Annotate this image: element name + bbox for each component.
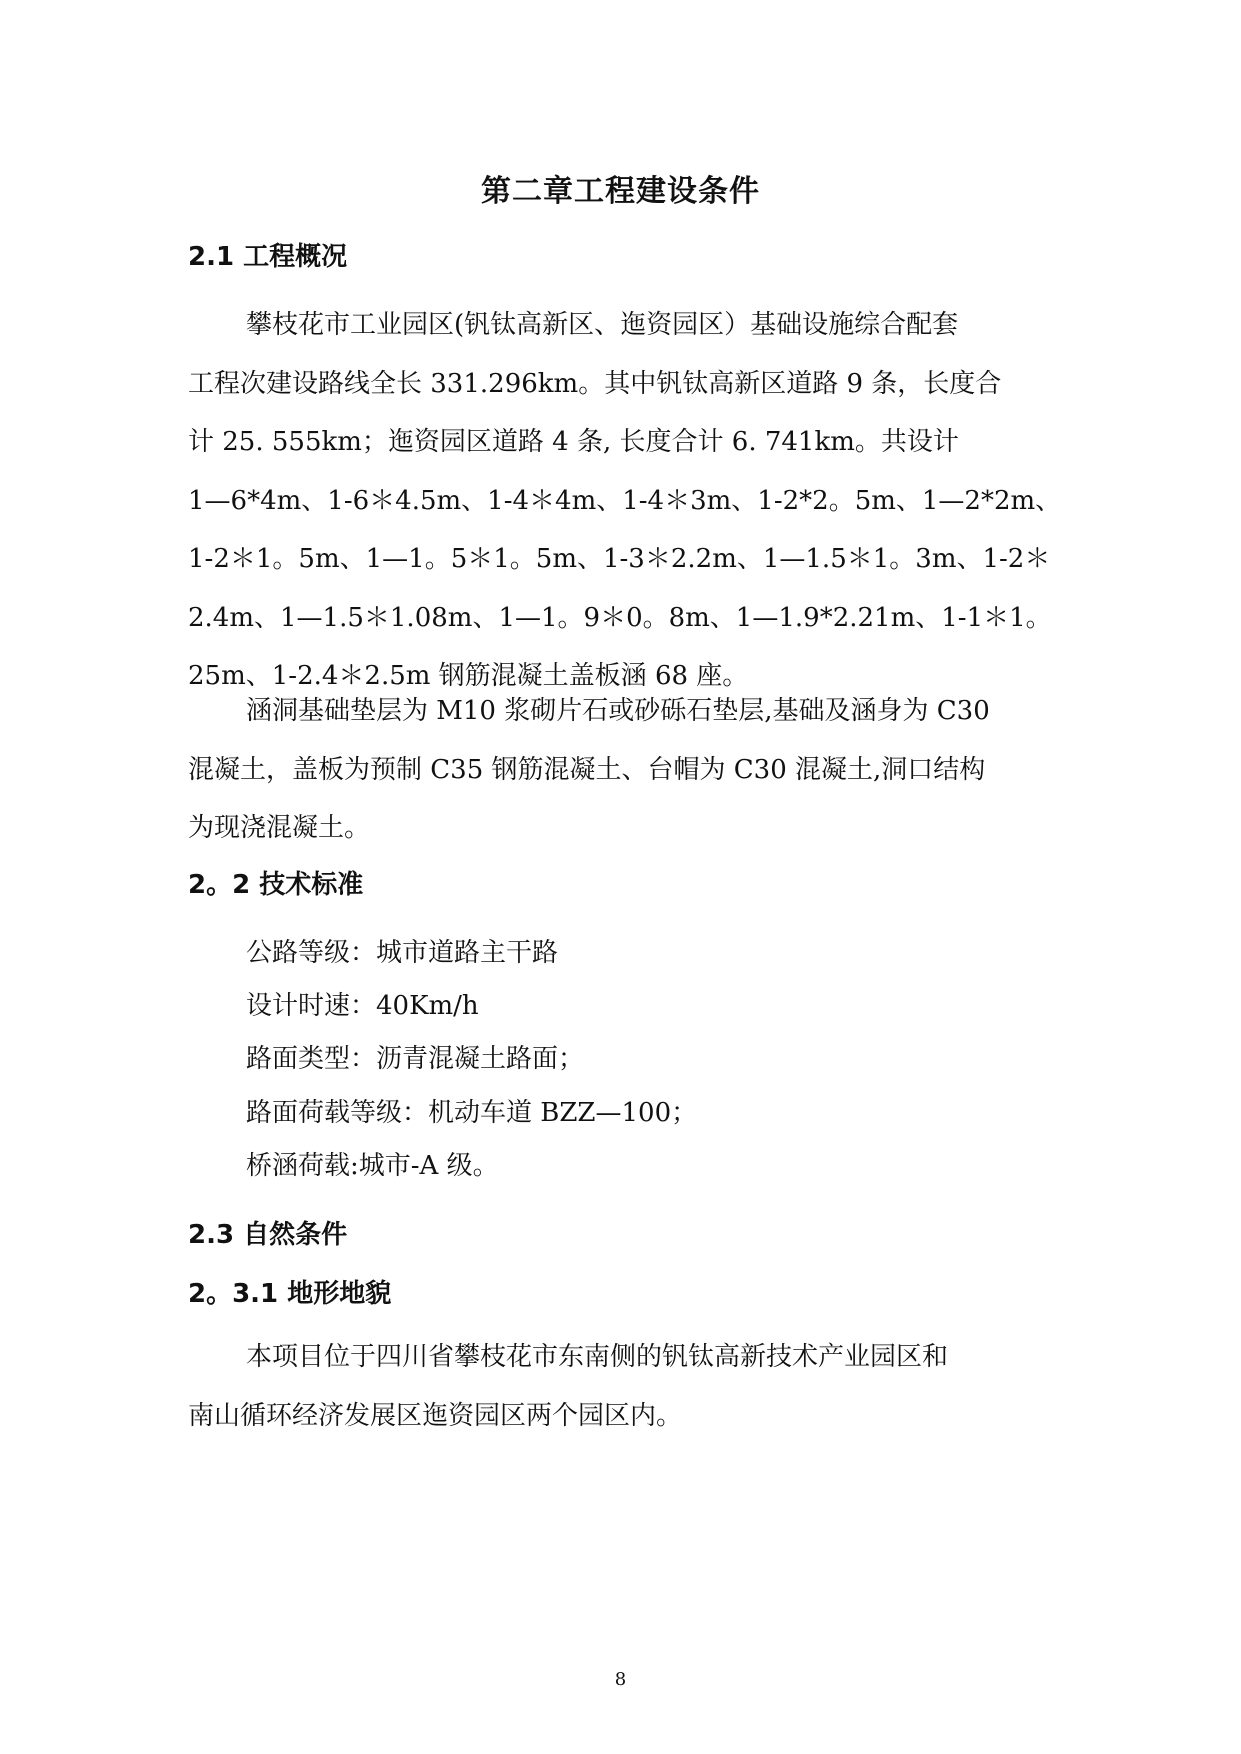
terrain-line: 南山循环经济发展区迤资园区两个园区内。 xyxy=(188,1400,683,1431)
chapter-title: 第二章工程建设条件 xyxy=(481,174,760,209)
page-number: 8 xyxy=(614,1669,627,1690)
standard-item: 设计时速：40Km/h xyxy=(246,991,479,1021)
overview-line: 工程次建设路线全长 331.296km。其中钒钛高新区道路 9 条，长度合 xyxy=(188,368,1002,399)
terrain-paragraph xyxy=(188,1328,1058,1445)
culvert-paragraph xyxy=(188,682,1058,858)
overview-line: 计 25. 555km；迤资园区道路 4 条, 长度合计 6. 741km。共设计 xyxy=(188,427,959,457)
section-heading-2-2: 2。2 技术标准 xyxy=(188,870,364,900)
subsection-heading-2-3-1: 2。3.1 地形地貌 xyxy=(188,1279,392,1309)
culvert-line: 涵洞基础垫层为 M10 浆砌片石或砂砾石垫层,基础及涵身为 C30 xyxy=(246,696,990,726)
section-heading-2-3: 2.3 自然条件 xyxy=(188,1220,348,1250)
overview-paragraph xyxy=(188,296,1062,706)
culvert-line: 为现浇混凝土。 xyxy=(188,813,371,843)
standard-item: 路面类型：沥青混凝土路面； xyxy=(246,1044,585,1074)
overview-line: 1-2＊1。5m、1—1。5＊1。5m、1-3＊2.2m、1—1.5＊1。3m、1-2＊ xyxy=(188,544,1051,574)
overview-line: 攀枝花市工业园区(钒钛高新区、迤资园区）基础设施综合配套 xyxy=(246,310,959,340)
standard-item: 桥涵荷载:城市-A 级。 xyxy=(246,1151,499,1181)
section-heading-2-1: 2.1 工程概况 xyxy=(188,242,348,272)
standard-item: 路面荷载等级：机动车道 BZZ—100； xyxy=(246,1098,698,1128)
overview-line: 1—6*4m、1-6＊4.5m、1-4＊4m、1-4＊3m、1-2*2。5m、1—2*2m、 xyxy=(188,485,1062,516)
standard-item: 公路等级：城市道路主干路 xyxy=(246,938,559,968)
overview-line: 25m、1-2.4＊2.5m 钢筋混凝土盖板涵 68 座。 xyxy=(188,661,749,691)
culvert-line: 混凝土，盖板为预制 C35 钢筋混凝土、台帽为 C30 混凝土,洞口结构 xyxy=(188,754,986,785)
terrain-line: 本项目位于四川省攀枝花市东南侧的钒钛高新技术产业园区和 xyxy=(246,1342,949,1372)
overview-line: 2.4m、1—1.5＊1.08m、1—1。9＊0。8m、1—1.9*2.21m、1-1＊1。 xyxy=(188,602,1052,633)
